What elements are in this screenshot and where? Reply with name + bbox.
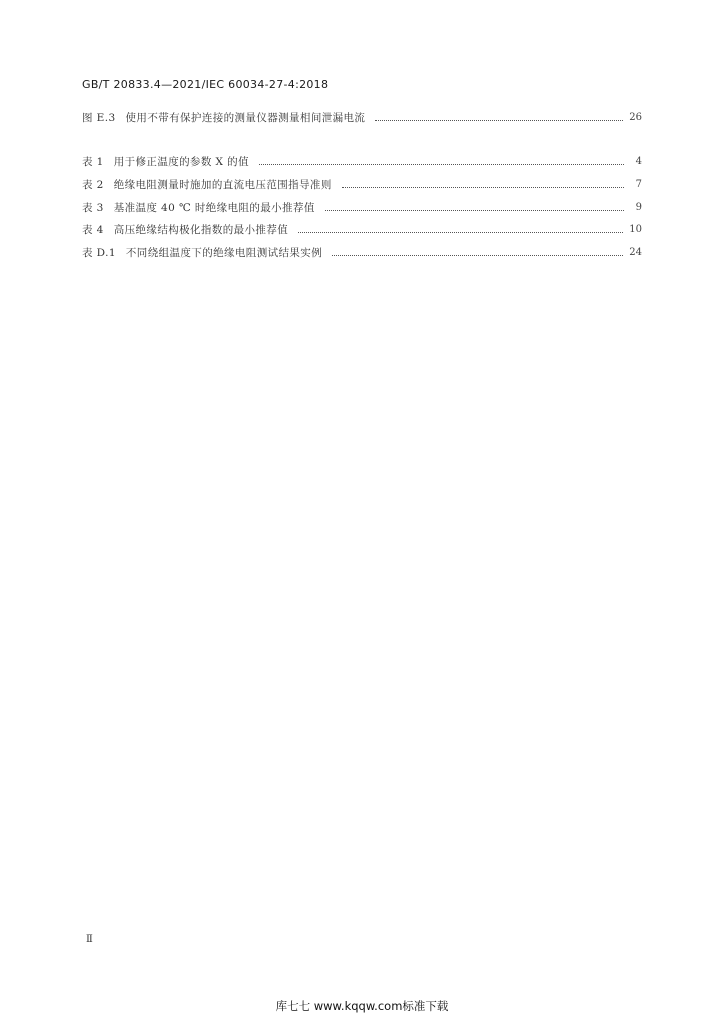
toc-entry-number: 表 3: [82, 201, 104, 214]
dot-leader: [325, 210, 624, 211]
toc-entry-title: 使用不带有保护连接的测量仪器测量相间泄漏电流: [125, 111, 366, 124]
toc-entry-title: 基准温度 40 ℃ 时绝缘电阻的最小推荐值: [113, 201, 315, 214]
dot-leader: [375, 120, 623, 121]
dot-leader: [259, 164, 624, 165]
toc-entry-table-2[interactable]: [82, 177, 642, 191]
toc-entry-number: 表 2: [82, 178, 104, 191]
footer-watermark: 库七七 www.kqqw.com标准下载: [275, 999, 449, 1013]
toc-entry-label: [82, 110, 375, 125]
toc-entry-label: [82, 222, 298, 237]
toc-entry-label: [82, 154, 259, 169]
standard-code-header: GB/T 20833.4—2021/IEC 60034-27-4:2018: [82, 78, 329, 91]
toc-entry-title: 高压绝缘结构极化指数的最小推荐值: [113, 223, 289, 236]
toc-entry-label: [82, 200, 325, 215]
dot-leader: [342, 187, 624, 188]
toc-entry-page: 9: [635, 201, 642, 213]
toc-entry-title: 绝缘电阻测量时施加的直流电压范围指导准则: [113, 178, 332, 191]
toc-entry-page: 10: [629, 223, 642, 235]
toc-entry-label: [82, 177, 342, 192]
toc-entry-number: 表 D.1: [82, 246, 116, 259]
toc-entry-number: 图 E.3: [82, 111, 116, 124]
toc-entry-table-4[interactable]: [82, 222, 642, 236]
toc-entry-title: 不同绕组温度下的绝缘电阻测试结果实例: [125, 246, 323, 259]
toc-entry-title: 用于修正温度的参数 X 的值: [113, 155, 249, 168]
dot-leader: [332, 255, 623, 256]
toc-entry-table-d1[interactable]: [82, 245, 642, 259]
page-number: Ⅱ: [86, 934, 93, 945]
toc-entry-figure-e3[interactable]: [82, 110, 642, 124]
toc-entry-page: 4: [635, 155, 642, 167]
toc-entry-page: 24: [629, 246, 642, 258]
toc-entry-table-1[interactable]: [82, 154, 642, 168]
toc-entry-number: 表 4: [82, 223, 104, 236]
dot-leader: [298, 232, 623, 233]
toc-entry-number: 表 1: [82, 155, 104, 168]
toc-entry-page: 7: [635, 178, 642, 190]
toc-entry-label: [82, 245, 332, 260]
toc-entry-page: 26: [629, 111, 642, 123]
toc-entry-table-3[interactable]: [82, 200, 642, 214]
